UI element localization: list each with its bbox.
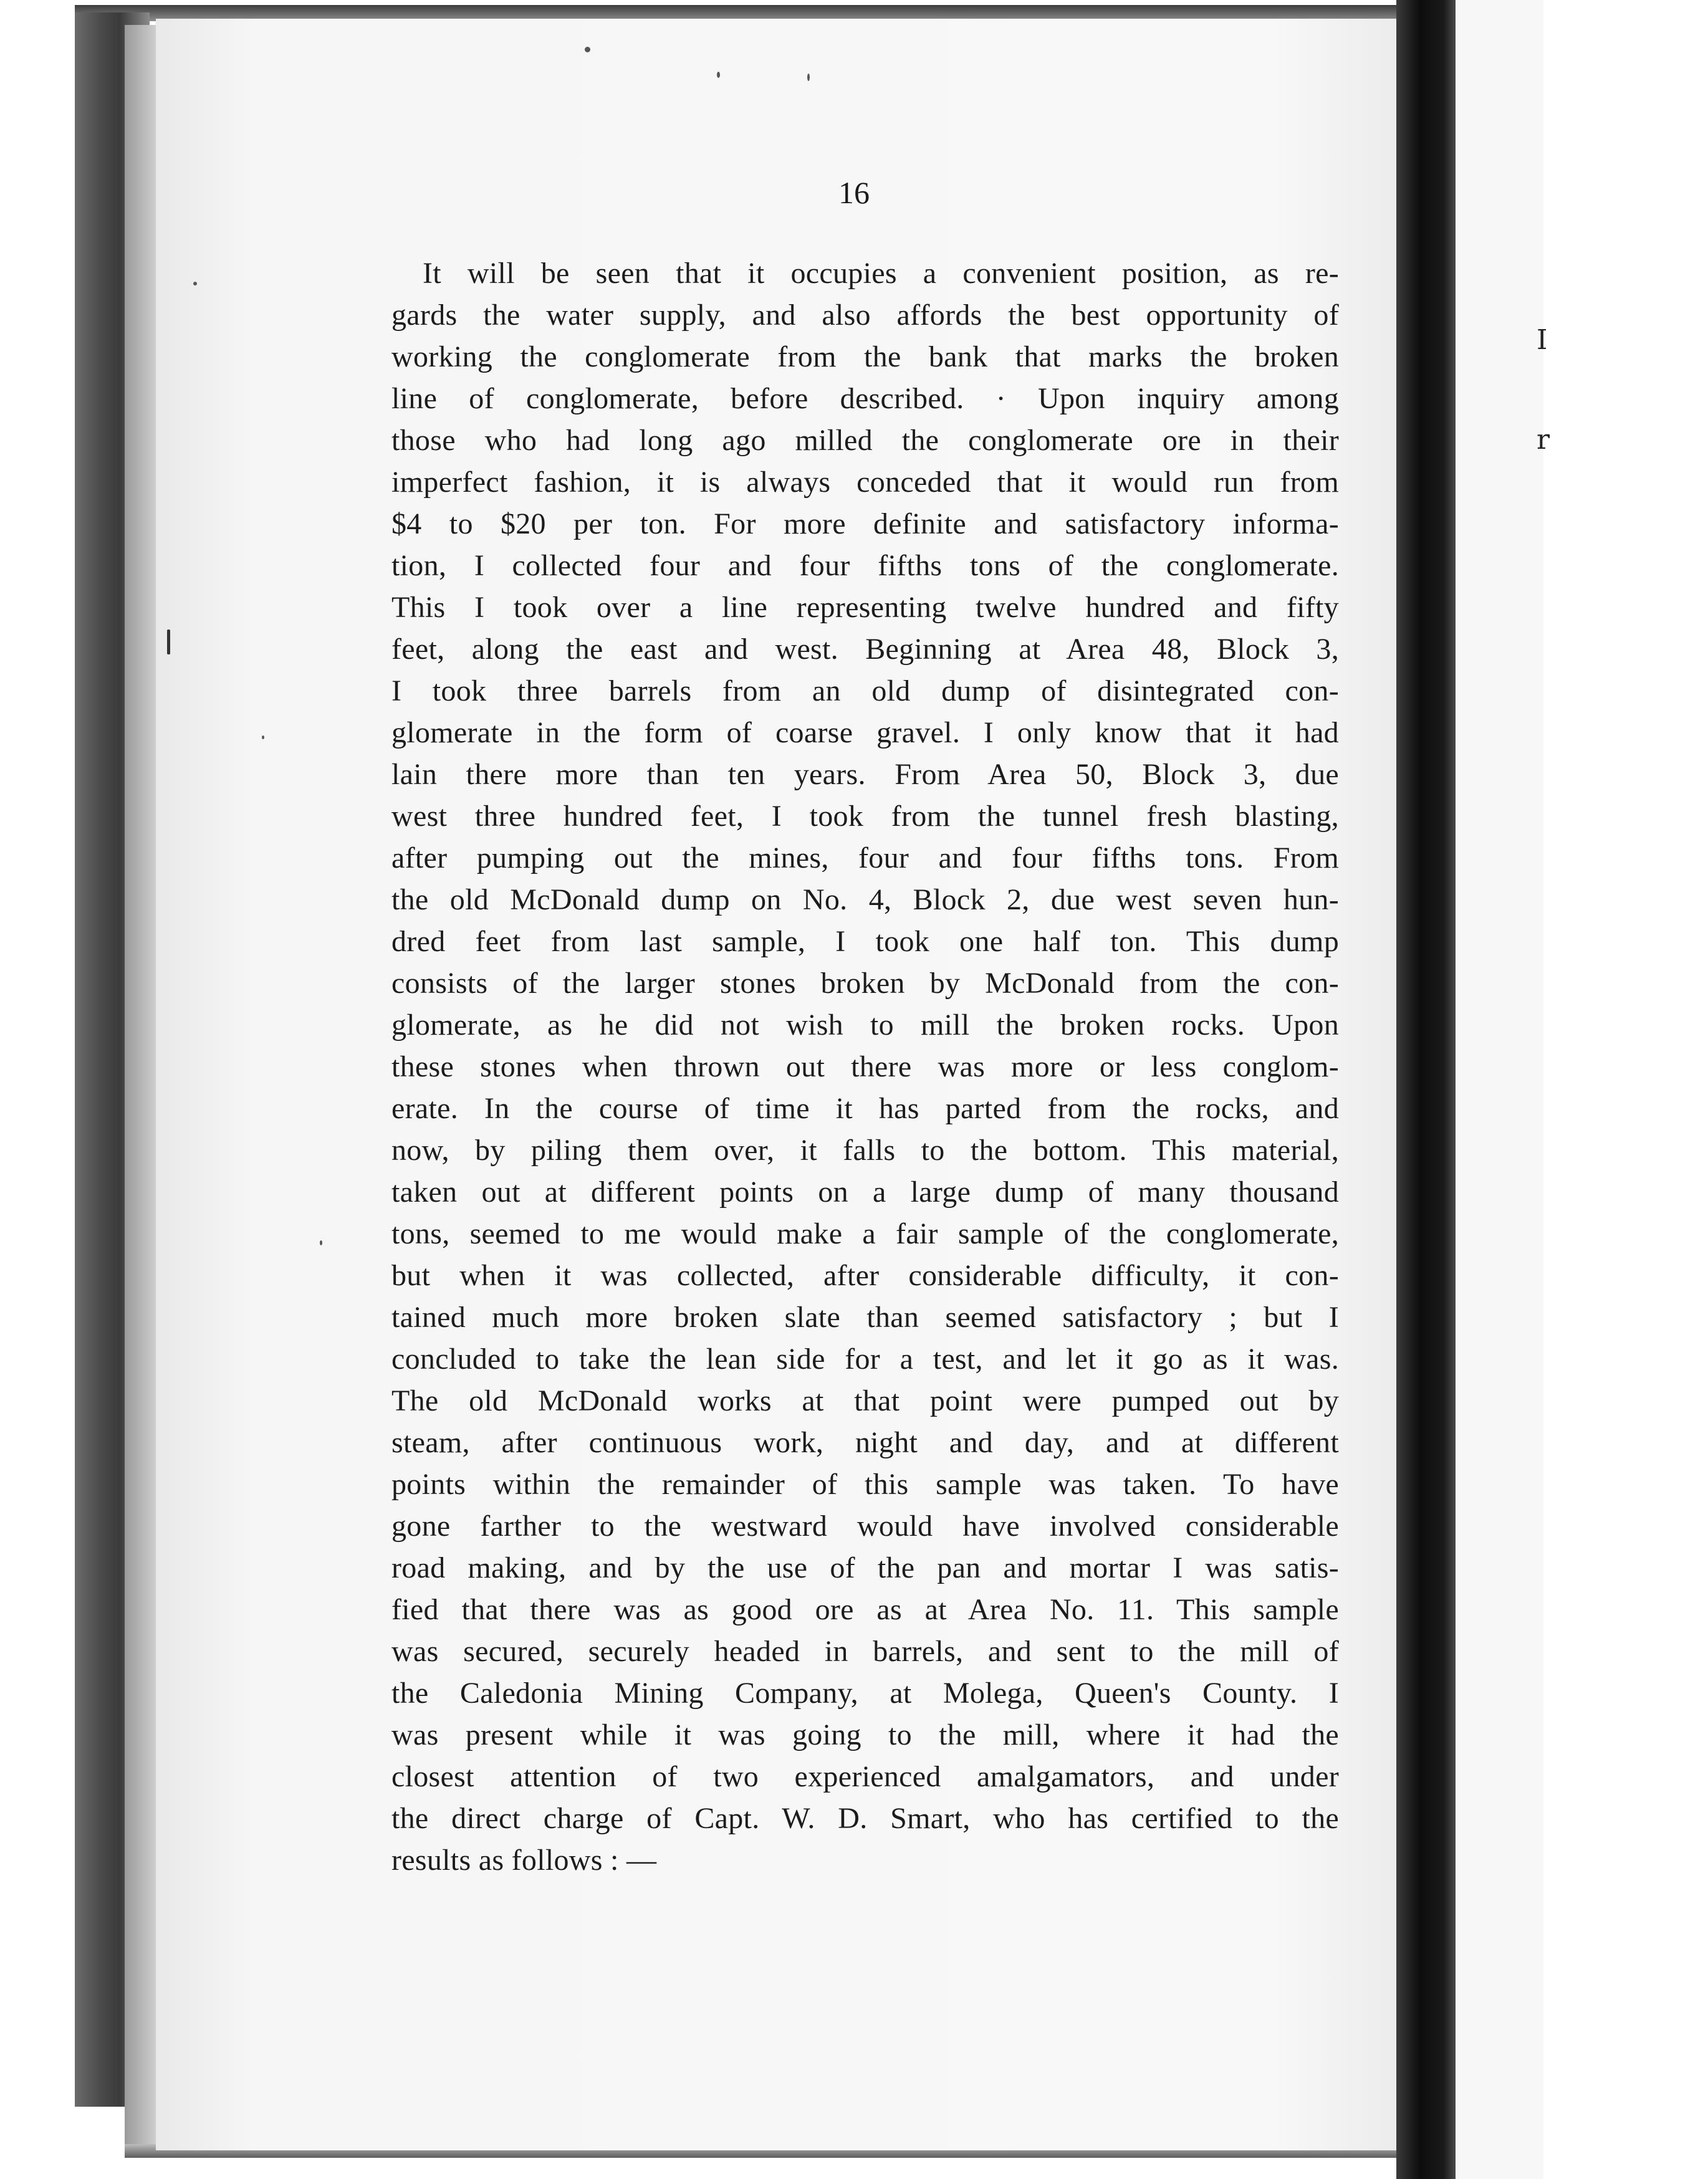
text-line: the direct charge of Capt. W. D. Smart, who has certified to the bbox=[391, 1802, 1339, 1835]
text-line: working the conglomerate from the bank that marks the broken bbox=[391, 340, 1339, 373]
text-line: points within the remainder of this sample was taken. To have bbox=[391, 1468, 1339, 1501]
text-line: after pumping out the mines, four and four fifths tons. From bbox=[391, 841, 1339, 874]
text-line: the old McDonald dump on No. 4, Block 2, due west seven hun- bbox=[391, 883, 1339, 916]
page-number: 16 bbox=[838, 175, 870, 210]
text-line: $4 to $20 per ton. For more definite and satisfactory informa- bbox=[391, 507, 1339, 540]
scan-speck bbox=[807, 74, 810, 81]
text-line: tion, I collected four and four fifths tons of the conglomerate. bbox=[391, 549, 1339, 582]
scan-speck bbox=[320, 1240, 322, 1245]
text-line: gone farther to the westward would have involved considerable bbox=[391, 1510, 1339, 1543]
text-line: glomerate in the form of coarse gravel. I only know that it had bbox=[391, 716, 1339, 749]
scan-speck bbox=[193, 282, 197, 285]
scan-speck bbox=[585, 47, 590, 52]
text-line: now, by piling them over, it falls to the bottom. This material, bbox=[391, 1134, 1339, 1167]
text-line: road making, and by the use of the pan and mortar I was satis- bbox=[391, 1551, 1339, 1584]
text-line: was secured, securely headed in barrels, and sent to the mill of bbox=[391, 1635, 1339, 1668]
text-line: imperfect fashion, it is always conceded that it would run from bbox=[391, 466, 1339, 499]
text-line: tained much more broken slate than seemed satisfactory ; but I bbox=[391, 1301, 1339, 1334]
text-line: The old McDonald works at that point were pumped out by bbox=[391, 1384, 1339, 1417]
text-line: steam, after continuous work, night and day, and at different bbox=[391, 1426, 1339, 1459]
facing-page-edge bbox=[1456, 0, 1550, 2179]
text-line: fied that there was as good ore as at Area No. 11. This sample bbox=[391, 1593, 1339, 1626]
book-gutter bbox=[1396, 0, 1456, 2179]
text-line: results as follows : — bbox=[391, 1844, 657, 1877]
facing-page-fragment: r bbox=[1537, 424, 1550, 456]
scan-speck bbox=[262, 735, 264, 739]
text-line: the Caledonia Mining Company, at Molega, Queen's County. I bbox=[391, 1677, 1339, 1710]
text-line: was present while it was going to the mill, where it had the bbox=[391, 1718, 1339, 1751]
text-line: feet, along the east and west. Beginning at Area 48, Block 3, bbox=[391, 633, 1339, 666]
text-line: closest attention of two experienced amalgamators, and under bbox=[391, 1760, 1339, 1793]
text-line: west three hundred feet, I took from the tunnel fresh blasting, bbox=[391, 800, 1339, 833]
text-line: line of conglomerate, before described. · Upon inquiry among bbox=[391, 382, 1339, 415]
text-line: This I took over a line representing twelve hundred and fifty bbox=[391, 591, 1339, 624]
scan-speck bbox=[717, 72, 720, 78]
text-line: taken out at different points on a large dump of many thousand bbox=[391, 1176, 1339, 1209]
scan-speck bbox=[167, 630, 170, 654]
text-line: concluded to take the lean side for a test, and let it go as it was. bbox=[391, 1343, 1339, 1376]
text-line: gards the water supply, and also affords the best opportunity of bbox=[391, 299, 1339, 332]
text-line: these stones when thrown out there was more or less conglom- bbox=[391, 1050, 1339, 1083]
text-line: dred feet from last sample, I took one half ton. This dump bbox=[391, 925, 1339, 958]
text-line: erate. In the course of time it has parted from the rocks, and bbox=[391, 1092, 1339, 1125]
text-line: those who had long ago milled the conglomerate ore in their bbox=[391, 424, 1339, 457]
text-line: lain there more than ten years. From Area 50, Block 3, due bbox=[391, 758, 1339, 791]
body-paragraph bbox=[391, 252, 1339, 1881]
text-line: consists of the larger stones broken by McDonald from the con- bbox=[391, 967, 1339, 1000]
text-line: glomerate, as he did not wish to mill the broken rocks. Upon bbox=[391, 1008, 1339, 1042]
text-line: It will be seen that it occupies a convenient position, as re- bbox=[423, 257, 1339, 290]
text-line: I took three barrels from an old dump of disintegrated con- bbox=[391, 674, 1339, 707]
text-line: but when it was collected, after considerable difficulty, it con- bbox=[391, 1259, 1339, 1292]
facing-page-fragment: I bbox=[1537, 324, 1548, 356]
text-line: tons, seemed to me would make a fair sample of the conglomerate, bbox=[391, 1217, 1339, 1250]
